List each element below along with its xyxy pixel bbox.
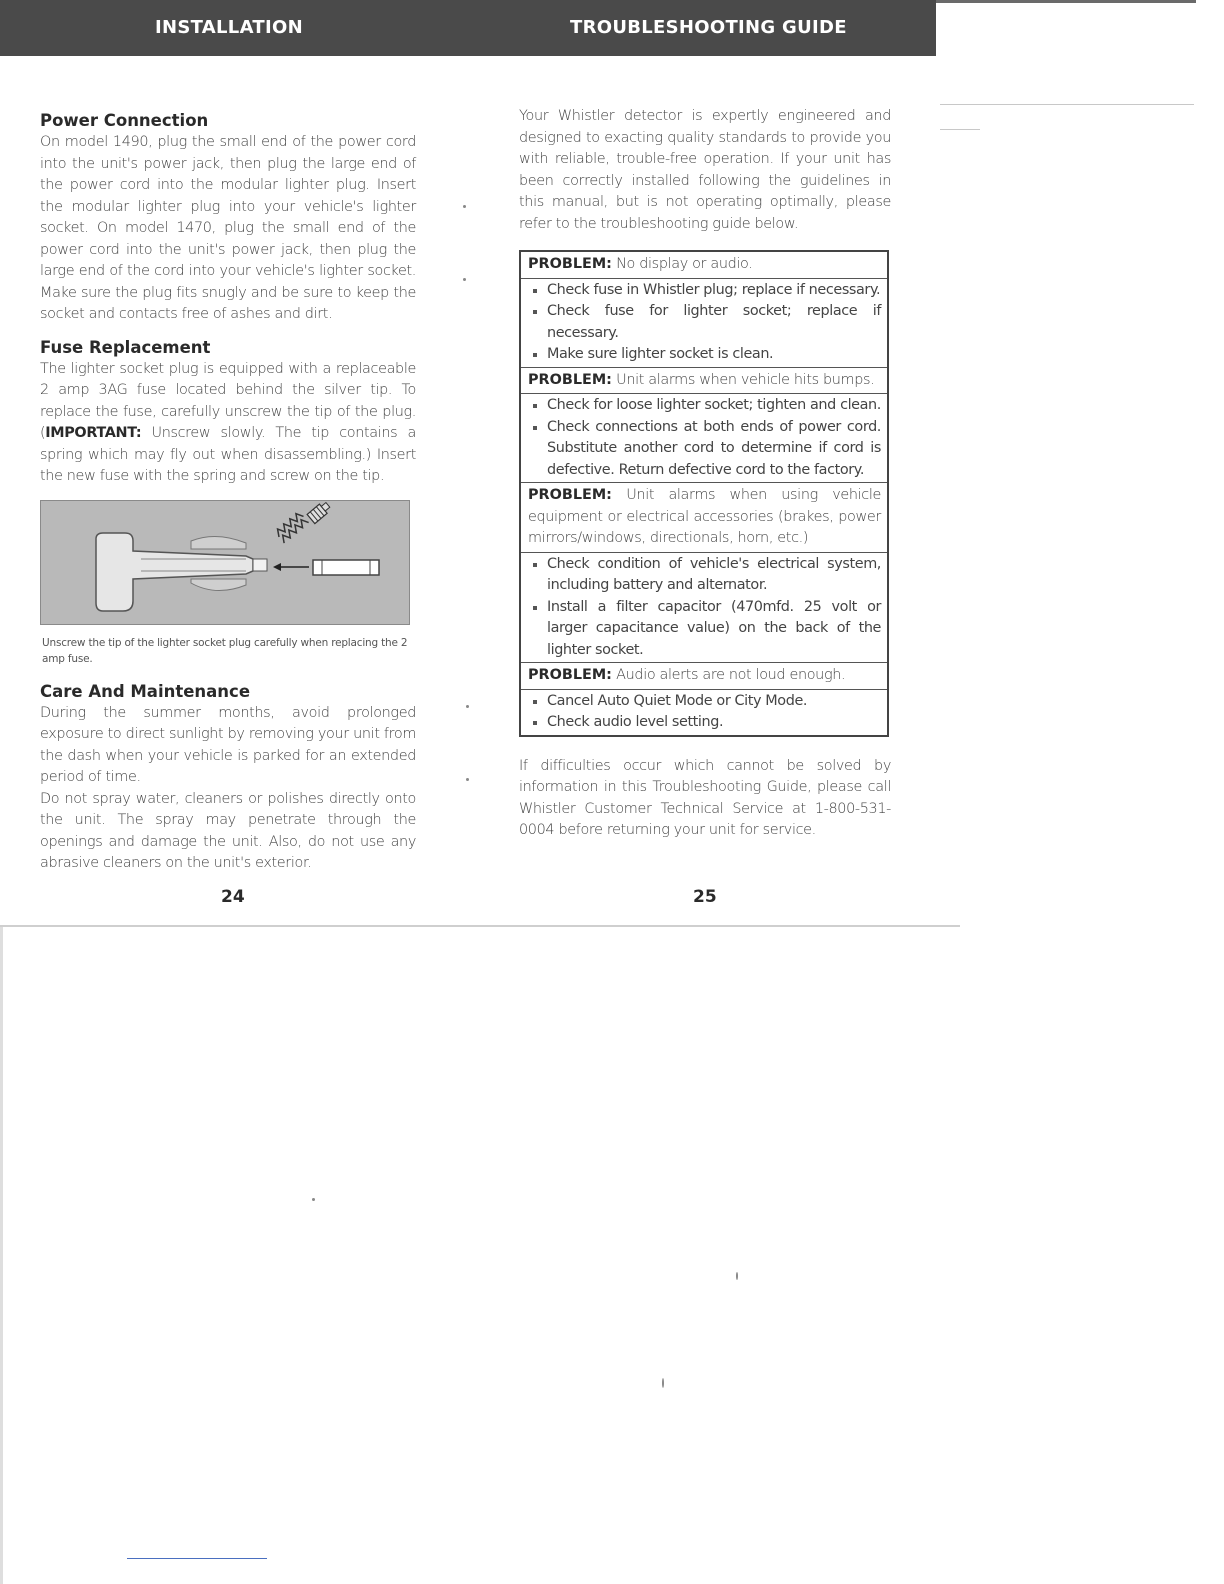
page-number-right: 25 [693,887,717,907]
solution-item: Check fuse in Whistler plug; replace if necessary. [528,280,881,302]
care-paragraph-2: Do not spray water, cleaners or polishes directly onto the unit. The spray may penetrate through the openings and damage the unit. Also, do not use any abrasive cleaners on the unit's exterior. [40,790,416,871]
bottom-link-rule [127,1558,267,1559]
problem-text: No display or audio. [616,256,753,272]
scan-speck [736,1272,738,1280]
troubleshooting-table [519,250,889,737]
care-maintenance-heading: Care And Maintenance [40,681,251,701]
problem-text: Unit alarms when using vehicle equipment or electrical accessories (brakes, power mirrors/windows, directionals, horn, etc.) [528,487,881,546]
problem-row [521,663,887,690]
solution-item: Check for loose lighter socket; tighten and clean. [528,395,881,417]
header-bar [0,0,936,56]
solution-item: Check connections at both ends of power cord. Substitute another cord to determine if cord is defective. Return defective cord to the factory. [528,417,881,482]
solution-item: Check fuse for lighter socket; replace if necessary. [528,301,881,344]
figure-caption: Unscrew the tip of the lighter socket plug carefully when replacing the 2 amp fuse. [42,636,408,665]
fuse-replacement-text [40,359,416,488]
solution-list [521,394,887,483]
solution-item: Cancel Auto Quiet Mode or City Mode. [528,691,881,713]
solution-list [521,279,887,368]
page-number-left: 24 [221,887,245,907]
solution-item: Check audio level setting. [528,712,881,734]
problem-row [521,368,887,395]
section-title-installation: INSTALLATION [155,17,303,38]
power-connection-heading: Power Connection [40,111,209,130]
fuse-text-part2: Unscrew slowly. The tip contains a spring which may fly out when disassembling.) Insert the new fuse with the spring and screw on the tip. [40,425,416,484]
power-connection-text: On model 1490, plug the small end of the power cord into the unit's power jack, then plug the large end of the power cord into the modular lighter plug. Insert the modular lighter plug into your vehicle's lighter socket. On model 1470, plug the small end of the power cord into the unit's power jack, then plug the large end of the cord into your vehicle's lighter socket. Make sure the plug fits snugly and be sure to keep the socket and contacts free of ashes and dirt. [40,134,416,322]
fuse-replacement-heading: Fuse Replacement [40,337,211,357]
lighter-plug-illustration [41,501,410,625]
troubleshooting-closing: If difficulties occur which cannot be solved by information in this Troubleshooting Guide, please call Whistler Customer Technical Service at 1-800-531-0004 before returning your unit for service. [519,757,891,838]
margin-rule [940,104,1194,105]
left-page-column [40,110,416,875]
problem-row [521,483,887,553]
solution-list [521,553,887,664]
scan-speck [463,205,466,208]
lighter-plug-figure [40,500,410,625]
page-left-edge [0,927,3,1584]
problem-label: PROBLEM: [528,371,612,388]
margin-rule-short [940,129,980,130]
scan-speck [463,278,466,281]
problem-row [521,252,887,279]
problem-text: Unit alarms when vehicle hits bumps. [616,371,875,388]
fuse-text-part1: The lighter socket plug is equipped with a replaceable 2 amp 3AG fuse located behind the silver tip. To replace the fuse, carefully unscrew the tip of the plug. ( [40,360,416,441]
solution-item: Make sure lighter socket is clean. [528,344,881,366]
header-edge-line [936,0,1196,3]
right-page-column [519,106,891,842]
problem-label: PROBLEM: [528,256,612,272]
troubleshooting-intro: Your Whistler detector is expertly engineered and designed to exacting quality standards to provide you with reliable, trouble-free operation. If your unit has been correctly installed following the guidelines in this manual, but is not operating optimally, please refer to the troubleshooting guide below. [519,108,891,232]
solution-list [521,690,887,735]
section-title-troubleshooting: TROUBLESHOOTING GUIDE [570,17,847,38]
care-paragraph-1: During the summer months, avoid prolonged exposure to direct sunlight by removing your unit from the dash when your vehicle is parked for an extended period of time. [40,704,416,785]
scan-speck [662,1378,664,1388]
scan-speck [466,705,469,708]
problem-text: Audio alerts are not loud enough. [616,667,846,683]
problem-label: PROBLEM: [528,487,612,503]
page-bottom-edge [0,925,960,927]
solution-item: Check condition of vehicle's electrical system, including battery and alternator. [528,554,881,597]
solution-item: Install a filter capacitor (470mfd. 25 volt or larger capacitance value) on the back of the lighter socket. [528,597,881,662]
scan-speck [312,1198,315,1201]
problem-label: PROBLEM: [528,667,612,683]
important-label: IMPORTANT: [45,425,142,441]
scan-speck [466,778,469,781]
